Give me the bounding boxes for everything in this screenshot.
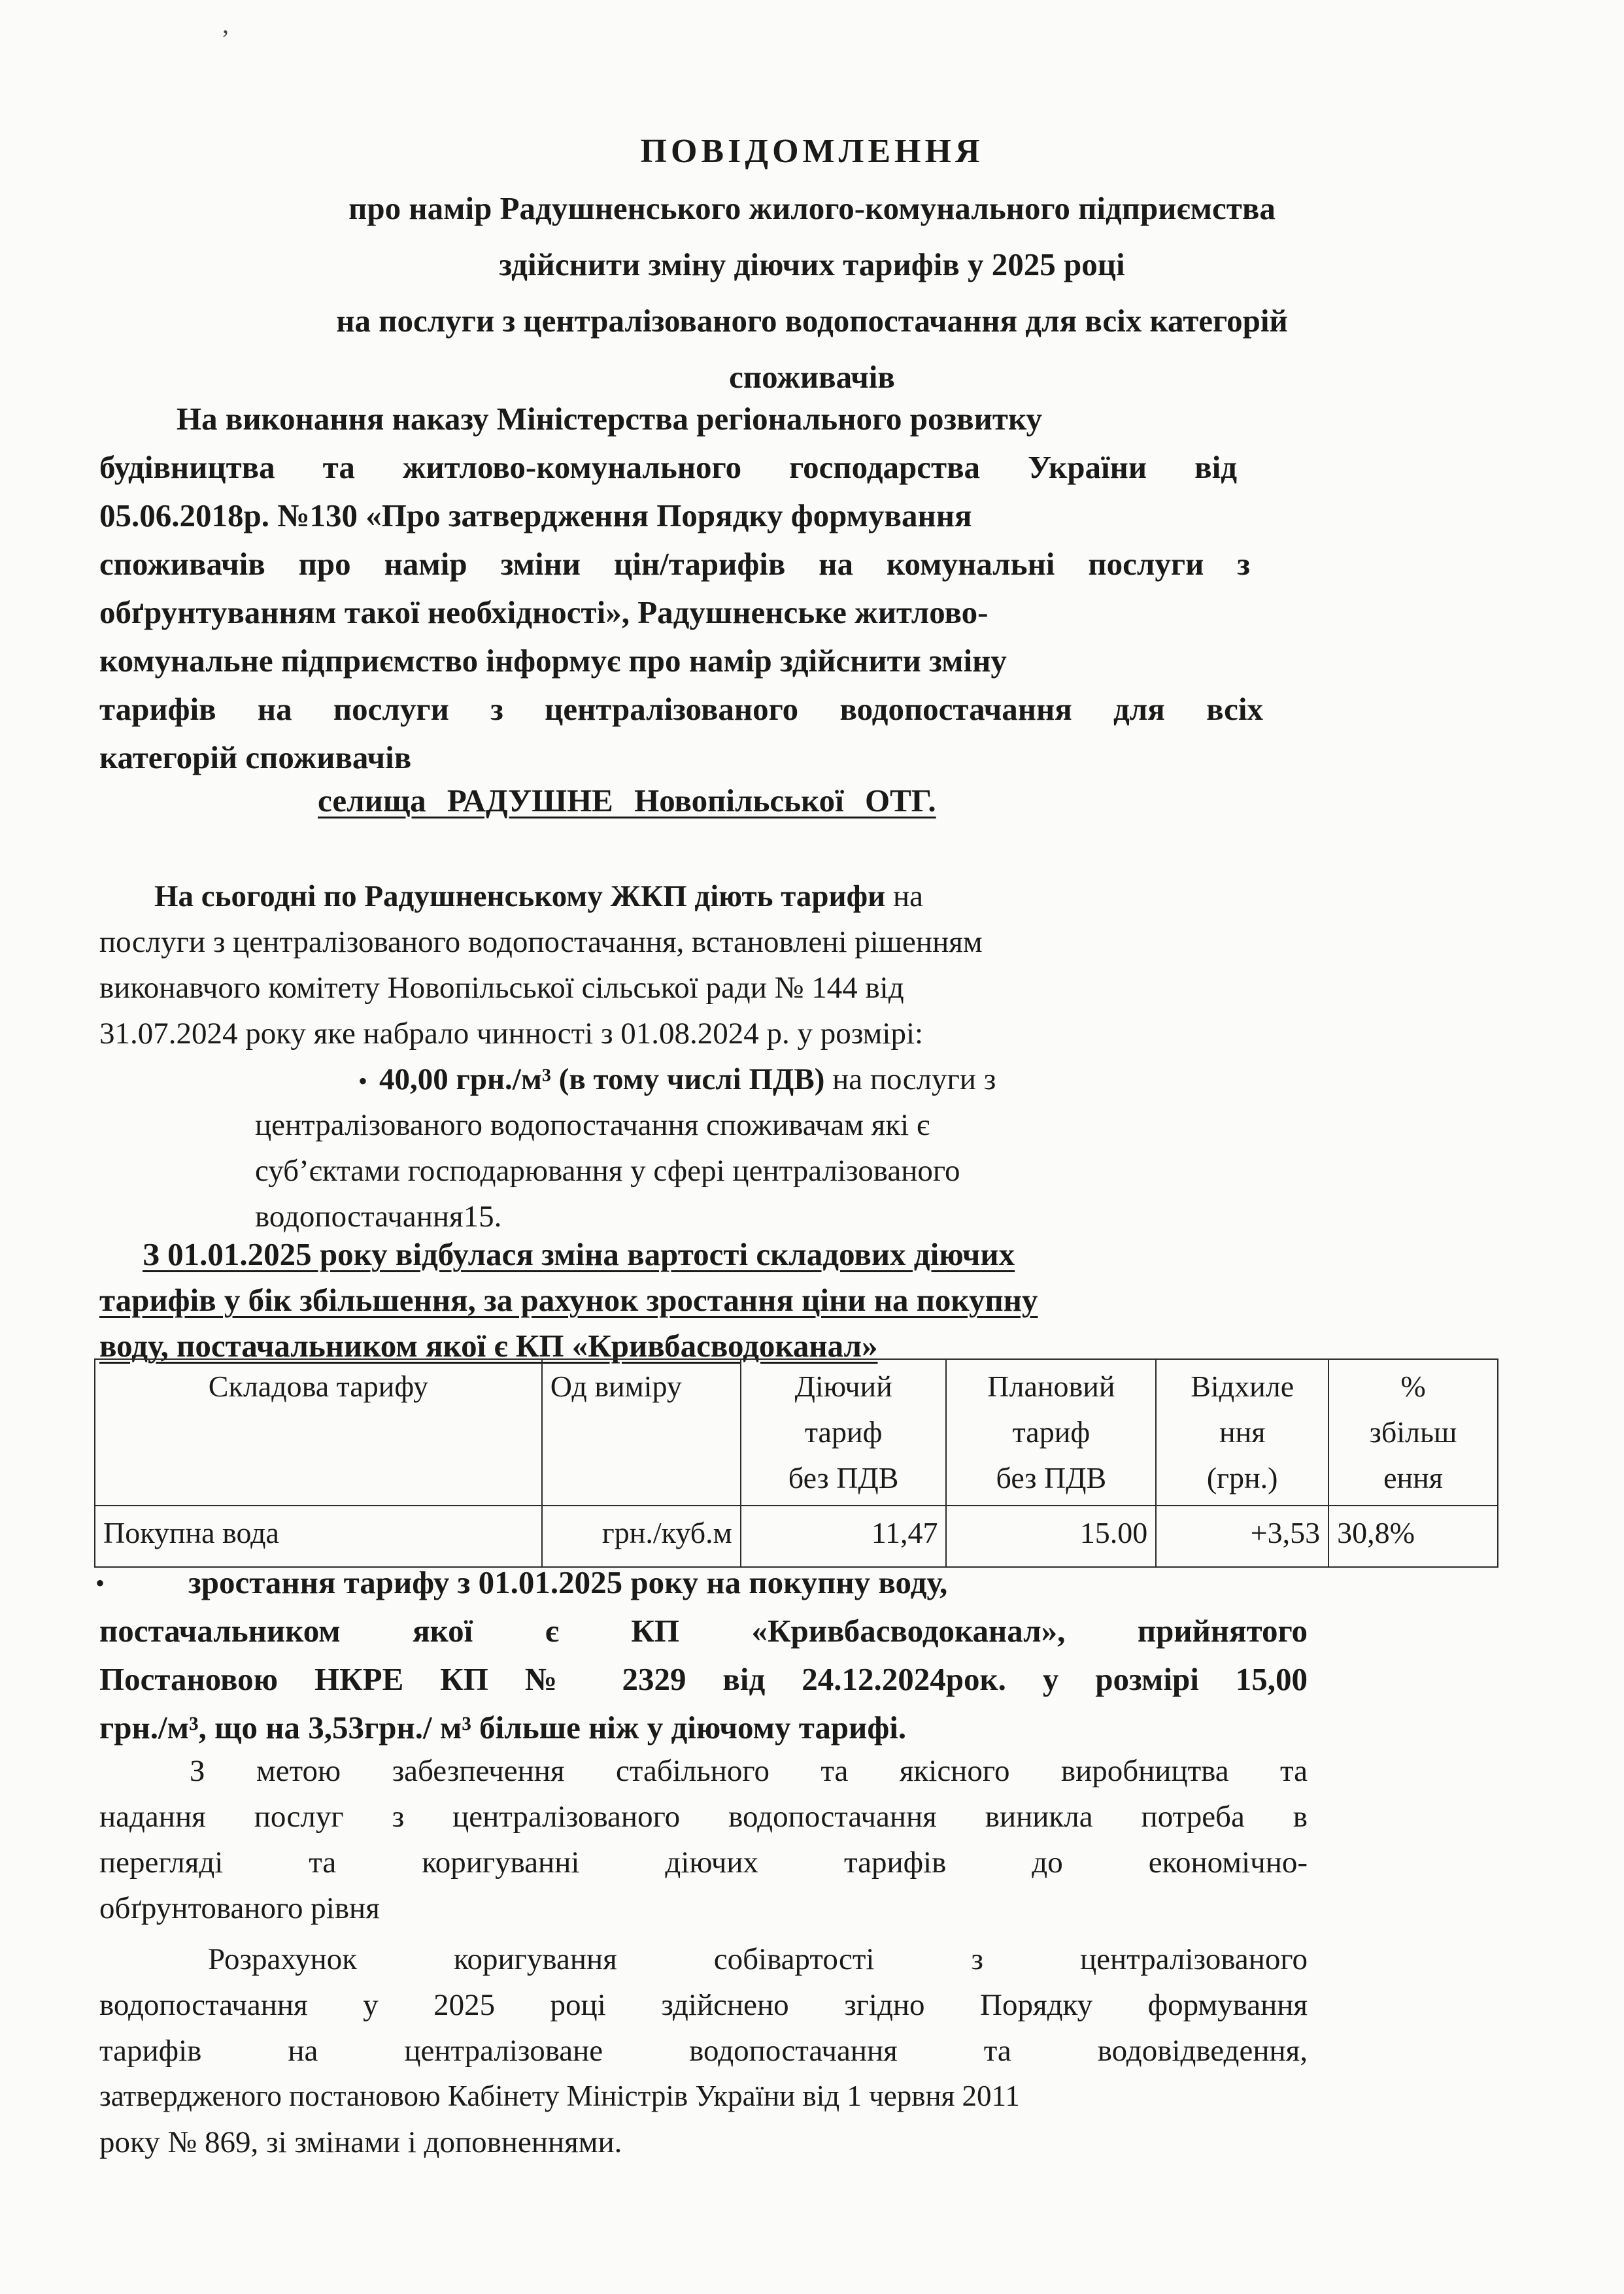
current-line-1-bold: На сьогодні по Радушненському ЖКП діють тарифи: [154, 879, 886, 913]
table-cell: 11,47: [741, 1506, 947, 1567]
change-line-1: З 01.01.2025 року відбулася зміна вартості складових діючих: [143, 1236, 1015, 1272]
table-cell: 15.00: [946, 1506, 1156, 1567]
bullet1-line-2: централізованого водопостачання споживачам які є: [255, 1108, 930, 1142]
header-text: ення: [1383, 1461, 1443, 1494]
document-title: ПОВІДОМЛЕННЯ: [640, 133, 984, 170]
table-cell: грн./куб.м: [542, 1506, 741, 1567]
current-line-4: 31.07.2024 року яке набрало чинності з 01.08.2024 р. у розмірі:: [99, 1017, 924, 1051]
current-line-2: послуги з централізованого водопостачання, встановлені рішенням: [99, 925, 983, 959]
intro-line-6: комунальне підприємство інформує про намір здійснити зміну: [99, 643, 1007, 679]
header-text: Відхиле: [1191, 1370, 1294, 1403]
purpose-line-1: З метою забезпечення стабільного та якісного виробництва та: [190, 1754, 1308, 1788]
intro-line-4: споживачів про намір зміни цін/тарифів на комунальні послуги з: [99, 546, 1250, 582]
header-text: Діючий: [794, 1370, 892, 1403]
header-text: збільш: [1369, 1415, 1457, 1449]
header-text: ння: [1219, 1415, 1266, 1449]
bullet2-line-1: зростання тарифу з 01.01.2025 року на покупну воду,: [188, 1564, 948, 1600]
header-text: %: [1400, 1370, 1426, 1403]
header-cell-deviation: [1156, 1359, 1328, 1506]
calc-line-1: Розрахунок коригування собівартості з централізованого: [208, 1942, 1308, 1976]
calc-line-5: року № 869, зі змінами і доповненнями.: [99, 2125, 622, 2159]
header-cell-unit: [542, 1359, 741, 1506]
tariff-table: [94, 1358, 1498, 1568]
header-cell-percent: [1328, 1359, 1498, 1506]
subtitle-line-2: здійснити зміну діючих тарифів у 2025 році: [499, 246, 1125, 282]
bullet2-line-2: постачальником якої є КП «Кривбасводоканал», прийнятого: [99, 1613, 1308, 1649]
bullet-dot-1: •: [358, 1066, 368, 1096]
header-text: без ПДВ: [996, 1461, 1107, 1494]
header-text: (грн.): [1206, 1461, 1278, 1494]
scan-mark: ’: [221, 24, 230, 54]
subtitle-line-3: на послуги з централізованого водопостачання для всіх категорій: [336, 303, 1288, 339]
bullet1-line-1: [379, 1062, 996, 1097]
table-cell: +3,53: [1156, 1506, 1328, 1567]
bullet1-line-3: суб’єктами господарювання у сфері централізованого: [255, 1154, 960, 1188]
bullet2-line-3: Постановою НКРЕ КП № 2329 від 24.12.2024рок. у розмірі 15,00: [99, 1661, 1308, 1697]
bullet1-rest: на послуги з: [824, 1062, 996, 1096]
calc-line-4: затвердженого постановою Кабінету Міністрів України від 1 червня 2011: [99, 2080, 1020, 2112]
header-cell-component: [95, 1359, 542, 1506]
bullet1-line-4: водопостачання15.: [255, 1200, 502, 1234]
header-text: Складова тарифу: [208, 1370, 428, 1403]
header-cell-current: [741, 1359, 947, 1506]
purpose-line-2: надання послуг з централізованого водопостачання виникла потреба в: [99, 1800, 1308, 1834]
header-text: Од виміру: [550, 1370, 682, 1403]
table-cell: 30,8%: [1328, 1506, 1498, 1567]
intro-line-3: 05.06.2018р. №130 «Про затвердження Порядку формування: [99, 498, 972, 533]
intro-line-2: будівництва та житлово-комунального господарства України від: [99, 449, 1237, 485]
header-text: без ПДВ: [788, 1461, 899, 1494]
subtitle-line-1: про намір Радушненського жилого-комунального підприємства: [348, 190, 1276, 226]
change-line-3: воду, постачальником якої є КП «Кривбасводоканал»: [99, 1328, 878, 1364]
purpose-line-3: перегляді та коригуванні діючих тарифів до економічно-: [99, 1846, 1308, 1880]
table-row: [95, 1506, 1498, 1567]
header-text: Плановий: [987, 1370, 1115, 1403]
intro-line-7: тарифів на послуги з централізованого водопостачання для всіх: [99, 691, 1263, 727]
header-text: тариф: [804, 1415, 883, 1449]
bullet1-bold: 40,00 грн./м³ (в тому числі ПДВ): [379, 1062, 825, 1096]
bullet-dot-2: •: [95, 1568, 105, 1598]
current-line-1: [154, 879, 923, 914]
locality-line: селища РАДУШНЕ Новопільської ОТГ.: [318, 783, 936, 818]
subtitle-line-4: споживачів: [729, 359, 895, 395]
calc-line-3: тарифів на централізоване водопостачання та водовідведення,: [99, 2034, 1308, 2068]
change-line-2: тарифів у бік збільшення, за рахунок зростання ціни на покупну: [99, 1282, 1038, 1318]
intro-line-1: На виконання наказу Міністерства регіонального розвитку: [177, 401, 1042, 437]
header-cell-planned: [946, 1359, 1156, 1506]
current-line-1-rest: на: [885, 879, 923, 913]
intro-line-8: категорій споживачів: [99, 739, 412, 775]
table-cell: Покупна вода: [95, 1506, 542, 1567]
current-line-3: виконавчого комітету Новопільської сільської ради № 144 від: [99, 971, 904, 1005]
purpose-line-4: обґрунтованого рівня: [99, 1891, 380, 1925]
table-header-row: [95, 1359, 1498, 1506]
bullet2-line-4: грн./м³, що на 3,53грн./ м³ більше ніж у діючому тарифі.: [99, 1710, 907, 1746]
header-text: тариф: [1012, 1415, 1091, 1449]
calc-line-2: водопостачання у 2025 році здійснено згідно Порядку формування: [99, 1988, 1308, 2022]
intro-line-5: обґрунтуванням такої необхідності», Радушненське житлово-: [99, 594, 989, 630]
